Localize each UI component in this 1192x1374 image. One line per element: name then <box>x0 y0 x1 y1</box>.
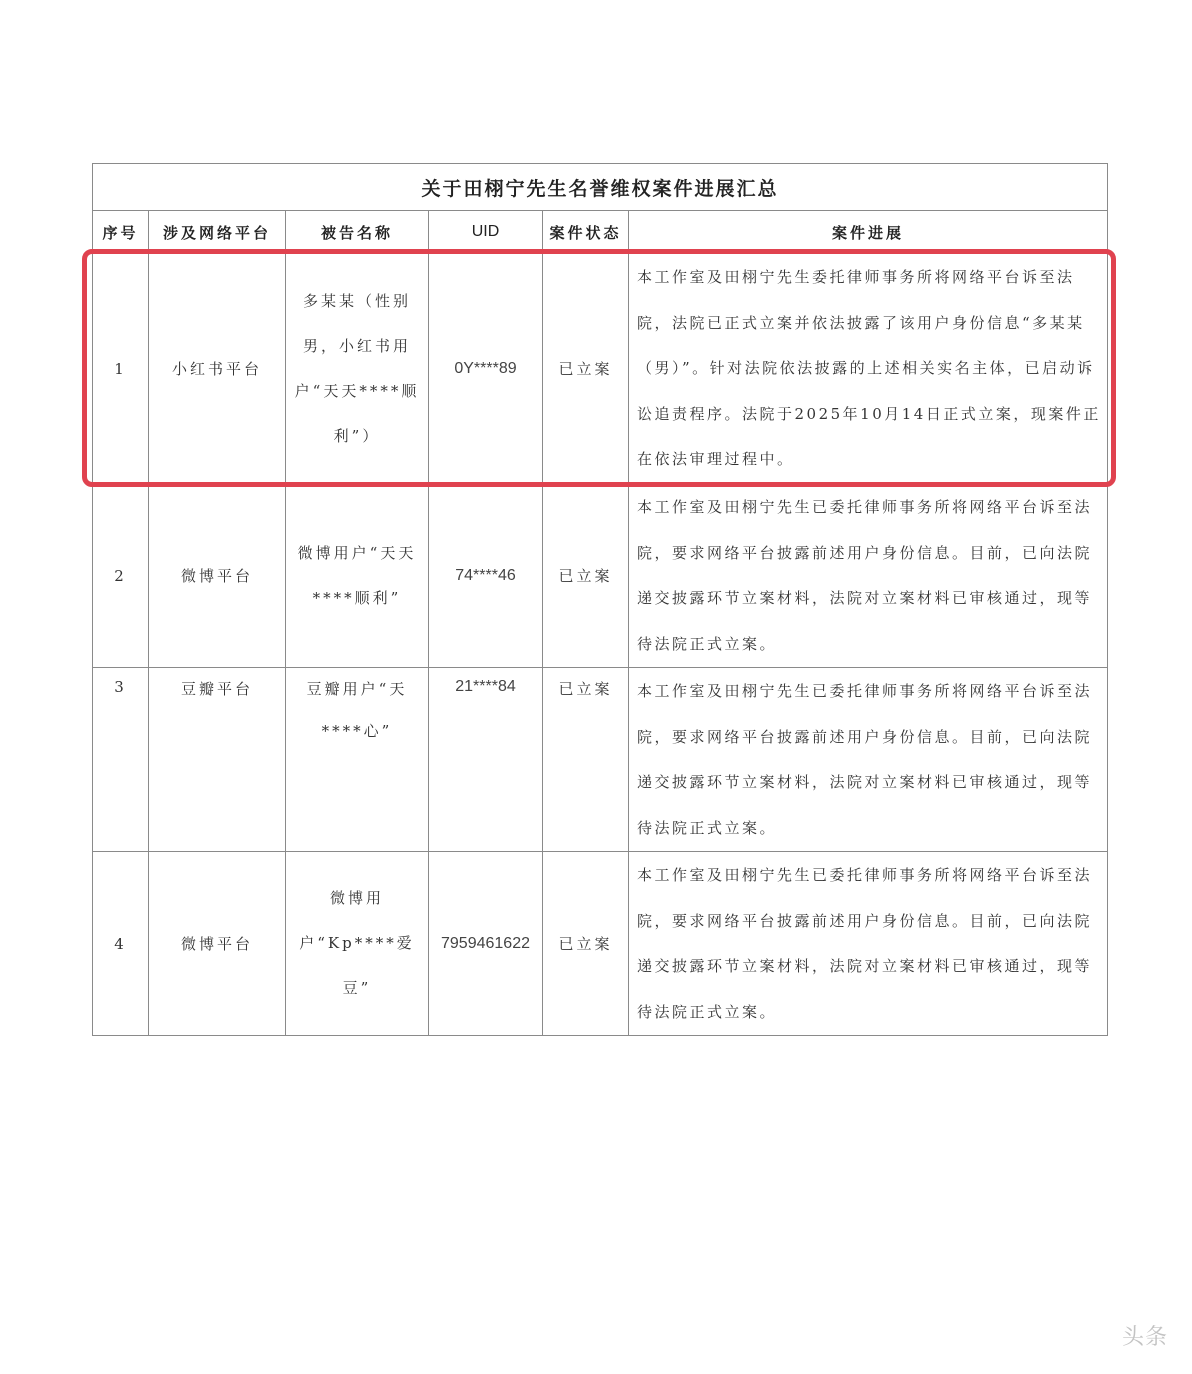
row-uid: 7959461622 <box>429 852 543 1036</box>
row-platform: 微博平台 <box>149 852 286 1036</box>
table-header-row <box>93 211 1108 254</box>
row-uid: 21****84 <box>429 668 543 852</box>
case-progress-table <box>92 163 1108 1036</box>
table-row <box>93 668 1108 852</box>
row-platform: 豆瓣平台 <box>149 668 286 852</box>
row-no: 2 <box>93 484 149 668</box>
row-progress: 本工作室及田栩宁先生已委托律师事务所将网络平台诉至法院，要求网络平台披露前述用户身份信息。目前，已向法院递交披露环节立案材料，法院对立案材料已审核通过，现等待法院正式立案。 <box>629 852 1108 1036</box>
row-progress: 本工作室及田栩宁先生委托律师事务所将网络平台诉至法院，法院已正式立案并依法披露了该用户身份信息“多某某（男）”。针对法院依法披露的上述相关实名主体，已启动诉讼追责程序。法院于2025年10月14日正式立案，现案件正在依法审理过程中。 <box>629 254 1108 484</box>
row-defendant: 微博用户“Kp****爱豆” <box>286 852 429 1036</box>
row-no: 4 <box>93 852 149 1036</box>
watermark: 头条 <box>1121 1324 1168 1350</box>
row-platform: 小红书平台 <box>149 254 286 484</box>
table-row <box>93 484 1108 668</box>
row-uid: 74****46 <box>429 484 543 668</box>
row-defendant: 豆瓣用户“天****心” <box>286 668 429 852</box>
header-uid: UID <box>429 211 543 254</box>
row-defendant: 微博用户“天天****顺利” <box>286 484 429 668</box>
row-platform: 微博平台 <box>149 484 286 668</box>
row-defendant: 多某某（性别男，小红书用户“天天****顺利”） <box>286 254 429 484</box>
row-progress: 本工作室及田栩宁先生已委托律师事务所将网络平台诉至法院，要求网络平台披露前述用户身份信息。目前，已向法院递交披露环节立案材料，法院对立案材料已审核通过，现等待法院正式立案。 <box>629 668 1108 852</box>
table-row <box>93 254 1108 484</box>
row-status: 已立案 <box>543 484 629 668</box>
table-row <box>93 852 1108 1036</box>
row-no: 3 <box>93 668 149 852</box>
header-defendant: 被告名称 <box>286 211 429 254</box>
row-progress: 本工作室及田栩宁先生已委托律师事务所将网络平台诉至法院，要求网络平台披露前述用户身份信息。目前，已向法院递交披露环节立案材料，法院对立案材料已审核通过，现等待法院正式立案。 <box>629 484 1108 668</box>
row-uid: 0Y****89 <box>429 254 543 484</box>
row-no: 1 <box>93 254 149 484</box>
header-progress: 案件进展 <box>629 211 1108 254</box>
header-status: 案件状态 <box>543 211 629 254</box>
row-status: 已立案 <box>543 852 629 1036</box>
table-title: 关于田栩宁先生名誉维权案件进展汇总 <box>93 164 1108 211</box>
row-status: 已立案 <box>543 254 629 484</box>
header-platform: 涉及网络平台 <box>149 211 286 254</box>
header-no: 序号 <box>93 211 149 254</box>
row-status: 已立案 <box>543 668 629 852</box>
